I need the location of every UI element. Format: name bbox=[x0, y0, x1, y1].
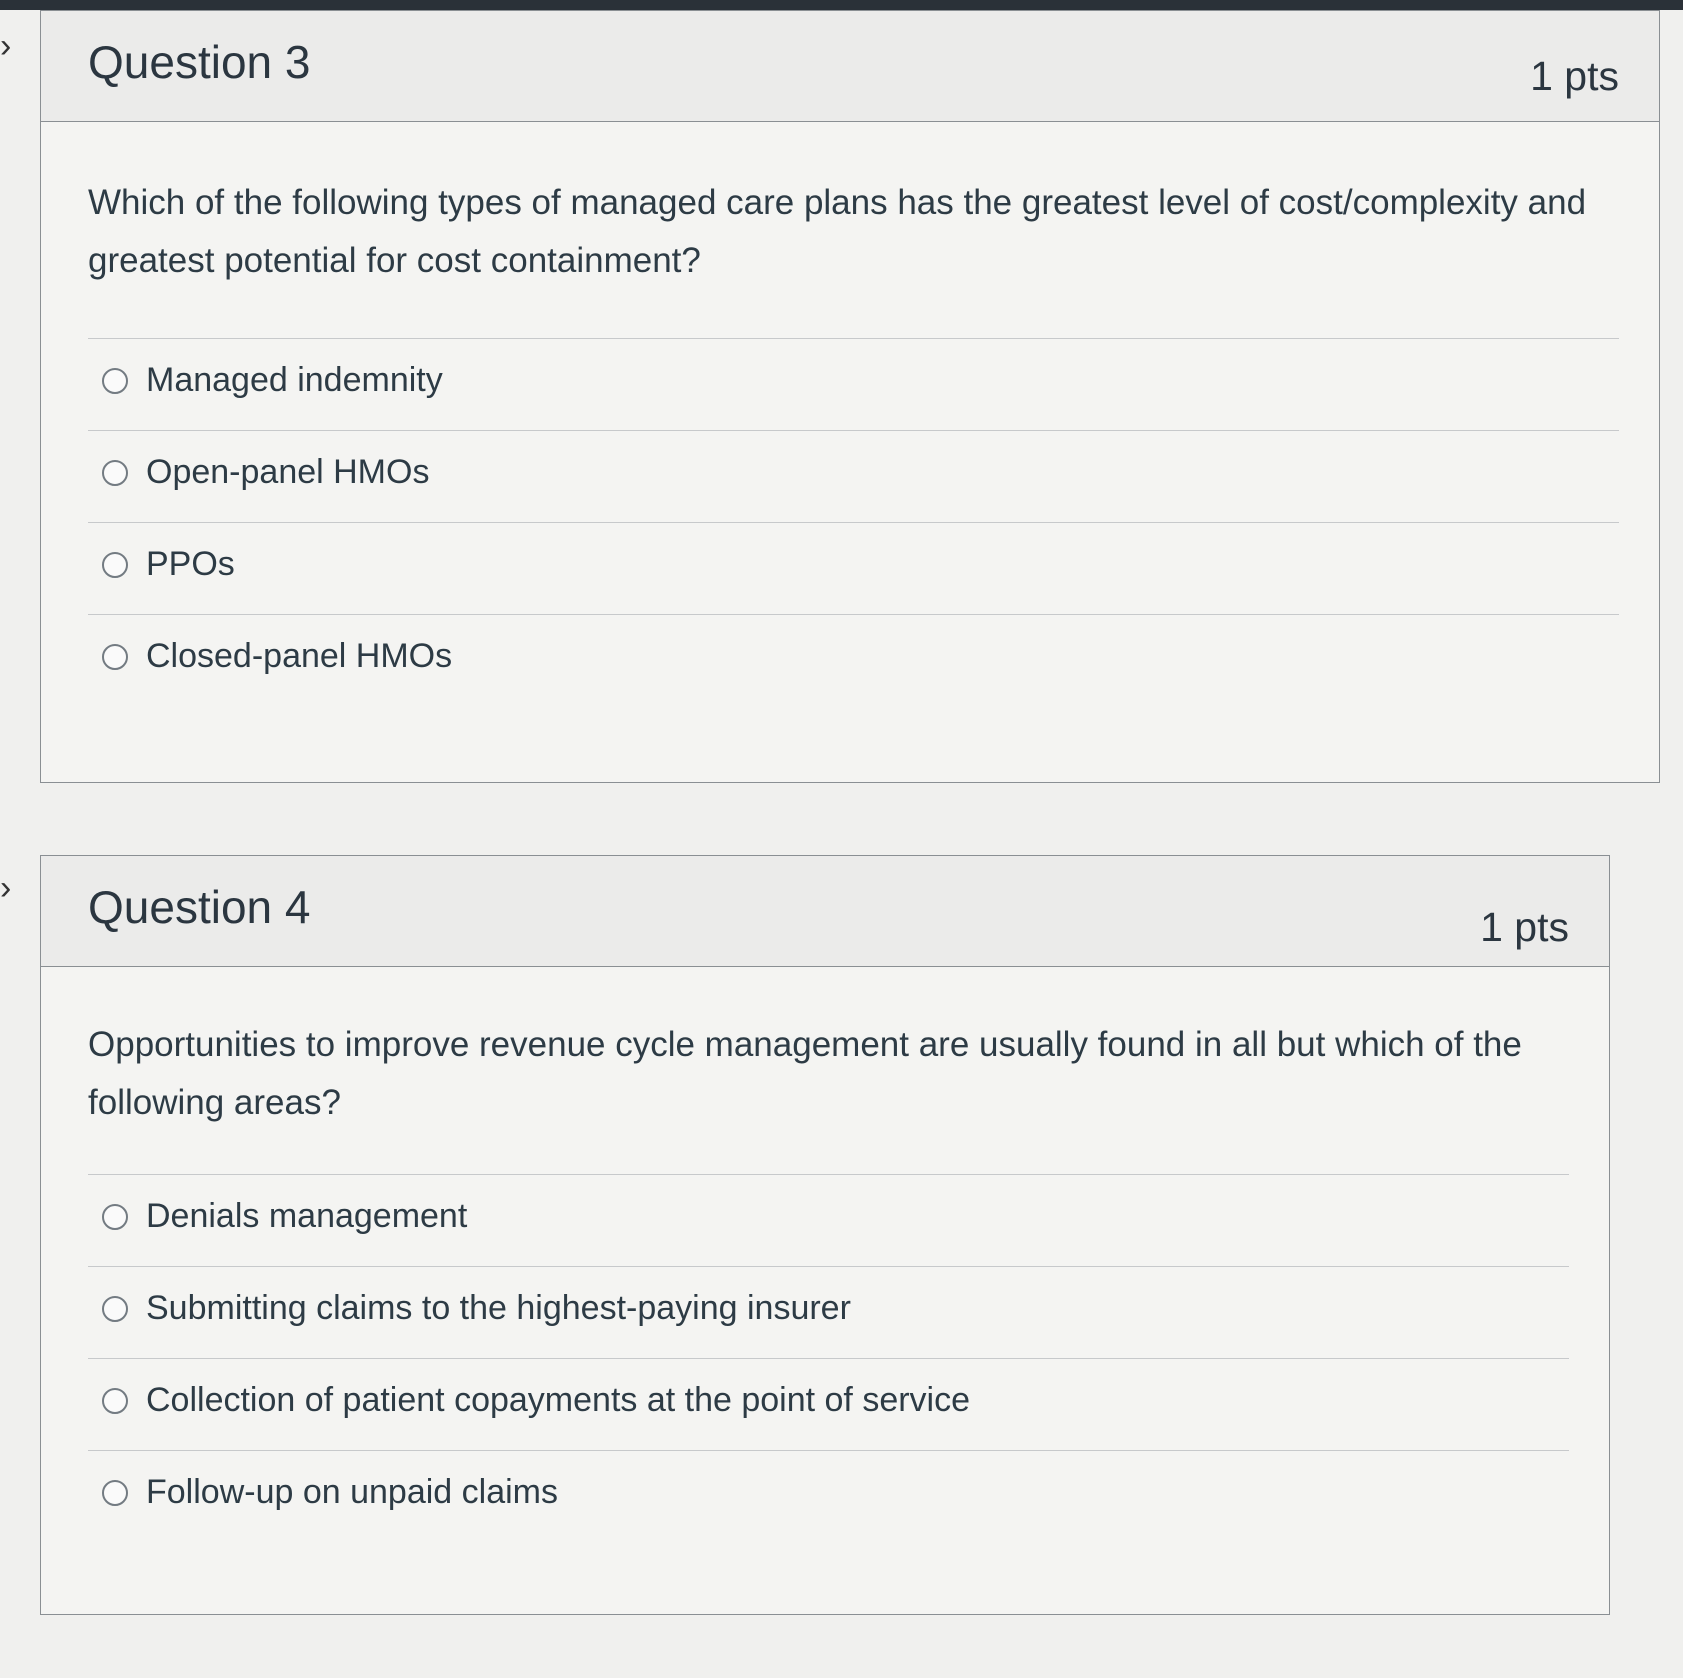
question-title: Question 4 bbox=[88, 881, 311, 933]
question-text: Opportunities to improve revenue cycle management are usually found in all but which of the following areas? bbox=[88, 1025, 1522, 1122]
question-header bbox=[41, 11, 1659, 122]
answer-option[interactable] bbox=[88, 1266, 1569, 1358]
answer-label[interactable]: Open-panel HMOs bbox=[146, 453, 430, 491]
chevron-right-icon[interactable]: › bbox=[0, 27, 12, 65]
question-text: Which of the following types of managed care plans has the greatest level of cost/complexity and greatest potential for cost containment? bbox=[88, 183, 1587, 280]
answer-option[interactable] bbox=[88, 614, 1619, 706]
question-card bbox=[40, 10, 1660, 783]
answer-label[interactable]: Submitting claims to the highest-paying insurer bbox=[146, 1289, 851, 1327]
question-header bbox=[41, 856, 1609, 967]
radio-button[interactable] bbox=[102, 1480, 128, 1506]
answer-list bbox=[88, 1174, 1569, 1542]
chevron-right-icon[interactable]: › bbox=[0, 869, 12, 907]
radio-button[interactable] bbox=[102, 1204, 128, 1230]
answer-list bbox=[88, 338, 1619, 706]
question-card bbox=[40, 855, 1610, 1615]
answer-option[interactable] bbox=[88, 430, 1619, 522]
answer-label[interactable]: Collection of patient copayments at the point of service bbox=[146, 1381, 971, 1419]
radio-button[interactable] bbox=[102, 552, 128, 578]
answer-label[interactable]: Follow-up on unpaid claims bbox=[146, 1473, 558, 1511]
answer-label[interactable]: Denials management bbox=[146, 1197, 468, 1235]
answer-label[interactable]: PPOs bbox=[146, 545, 235, 583]
radio-button[interactable] bbox=[102, 1296, 128, 1322]
answer-label[interactable]: Managed indemnity bbox=[146, 361, 443, 399]
question-title: Question 3 bbox=[88, 36, 311, 88]
radio-button[interactable] bbox=[102, 644, 128, 670]
answer-option[interactable] bbox=[88, 1450, 1569, 1542]
answer-option[interactable] bbox=[88, 522, 1619, 614]
question-points: 1 pts bbox=[1530, 53, 1619, 99]
radio-button[interactable] bbox=[102, 460, 128, 486]
window-top-strip bbox=[0, 0, 1683, 10]
radio-button[interactable] bbox=[102, 368, 128, 394]
answer-option[interactable] bbox=[88, 338, 1619, 430]
radio-button[interactable] bbox=[102, 1388, 128, 1414]
answer-label[interactable]: Closed-panel HMOs bbox=[146, 637, 453, 675]
answer-option[interactable] bbox=[88, 1174, 1569, 1266]
question-points: 1 pts bbox=[1480, 904, 1569, 950]
answer-option[interactable] bbox=[88, 1358, 1569, 1450]
